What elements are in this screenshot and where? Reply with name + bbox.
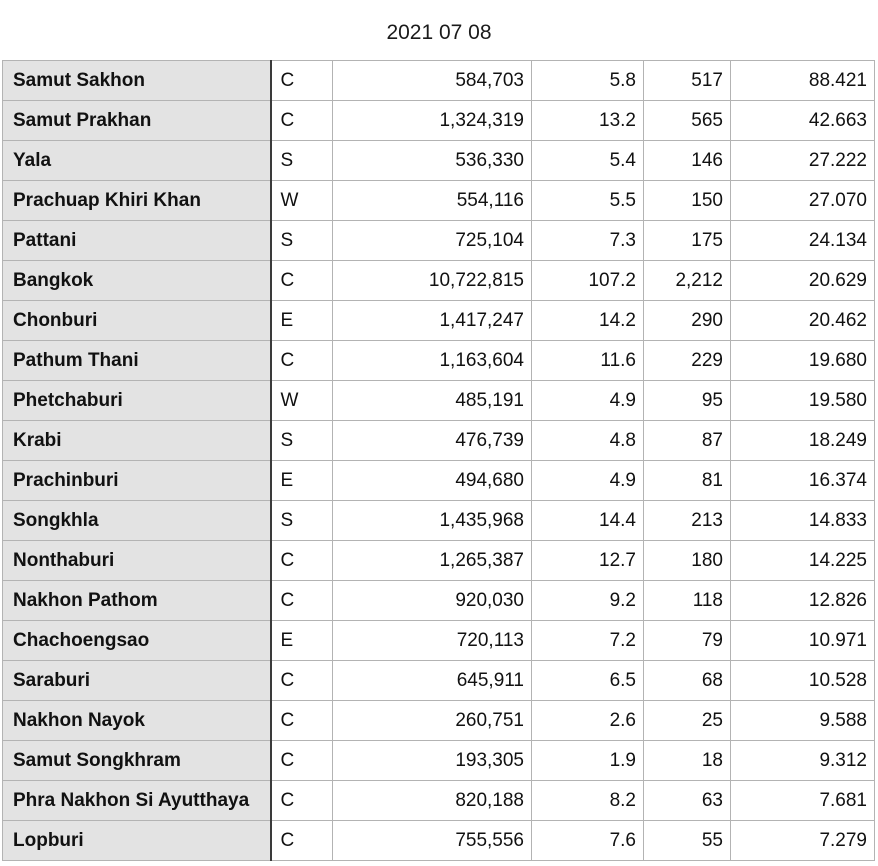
population-cell: 820,188 (333, 781, 532, 821)
region-cell: E (271, 621, 333, 661)
province-cell: Chonburi (3, 301, 271, 341)
value-cell-4: 107.2 (532, 261, 644, 301)
table-row (3, 221, 875, 261)
value-cell-5: 229 (644, 341, 731, 381)
population-cell: 260,751 (333, 701, 532, 741)
province-cell: Prachinburi (3, 461, 271, 501)
value-cell-6: 14.833 (731, 501, 875, 541)
region-cell: W (271, 181, 333, 221)
value-cell-4: 14.2 (532, 301, 644, 341)
table-row (3, 61, 875, 101)
region-cell: C (271, 101, 333, 141)
value-cell-6: 24.134 (731, 221, 875, 261)
region-cell: S (271, 501, 333, 541)
region-cell: E (271, 301, 333, 341)
population-cell: 476,739 (333, 421, 532, 461)
value-cell-6: 42.663 (731, 101, 875, 141)
population-cell: 720,113 (333, 621, 532, 661)
table-row (3, 741, 875, 781)
table-row (3, 581, 875, 621)
table-row (3, 181, 875, 221)
value-cell-4: 4.9 (532, 461, 644, 501)
province-cell: Samut Songkhram (3, 741, 271, 781)
region-cell: S (271, 421, 333, 461)
value-cell-5: 79 (644, 621, 731, 661)
region-cell: C (271, 781, 333, 821)
table-row (3, 701, 875, 741)
population-cell: 725,104 (333, 221, 532, 261)
value-cell-5: 213 (644, 501, 731, 541)
value-cell-6: 19.580 (731, 381, 875, 421)
value-cell-6: 7.681 (731, 781, 875, 821)
value-cell-6: 19.680 (731, 341, 875, 381)
data-table (2, 60, 875, 861)
population-cell: 193,305 (333, 741, 532, 781)
population-cell: 645,911 (333, 661, 532, 701)
value-cell-4: 11.6 (532, 341, 644, 381)
value-cell-4: 6.5 (532, 661, 644, 701)
value-cell-5: 175 (644, 221, 731, 261)
value-cell-5: 87 (644, 421, 731, 461)
value-cell-5: 18 (644, 741, 731, 781)
region-cell: C (271, 261, 333, 301)
region-cell: C (271, 701, 333, 741)
table-row (3, 141, 875, 181)
table-title: 2021 07 08 (386, 21, 492, 44)
value-cell-4: 7.3 (532, 221, 644, 261)
value-cell-6: 27.222 (731, 141, 875, 181)
value-cell-5: 25 (644, 701, 731, 741)
province-cell: Saraburi (3, 661, 271, 701)
table-row (3, 821, 875, 861)
value-cell-5: 68 (644, 661, 731, 701)
value-cell-6: 20.629 (731, 261, 875, 301)
value-cell-4: 14.4 (532, 501, 644, 541)
value-cell-5: 63 (644, 781, 731, 821)
value-cell-4: 12.7 (532, 541, 644, 581)
region-cell: C (271, 741, 333, 781)
table-body (3, 61, 875, 861)
value-cell-5: 146 (644, 141, 731, 181)
value-cell-6: 16.374 (731, 461, 875, 501)
province-cell: Lopburi (3, 821, 271, 861)
table-row (3, 501, 875, 541)
value-cell-6: 18.249 (731, 421, 875, 461)
province-cell: Songkhla (3, 501, 271, 541)
value-cell-4: 5.4 (532, 141, 644, 181)
population-cell: 536,330 (333, 141, 532, 181)
province-cell: Samut Prakhan (3, 101, 271, 141)
value-cell-4: 9.2 (532, 581, 644, 621)
province-cell: Samut Sakhon (3, 61, 271, 101)
region-cell: C (271, 61, 333, 101)
value-cell-4: 4.8 (532, 421, 644, 461)
province-cell: Phra Nakhon Si Ayutthaya (3, 781, 271, 821)
value-cell-4: 13.2 (532, 101, 644, 141)
value-cell-5: 118 (644, 581, 731, 621)
province-cell: Chachoengsao (3, 621, 271, 661)
population-cell: 584,703 (333, 61, 532, 101)
population-cell: 1,417,247 (333, 301, 532, 341)
value-cell-6: 9.312 (731, 741, 875, 781)
province-cell: Pathum Thani (3, 341, 271, 381)
population-cell: 10,722,815 (333, 261, 532, 301)
value-cell-6: 7.279 (731, 821, 875, 861)
table-row (3, 261, 875, 301)
region-cell: S (271, 221, 333, 261)
region-cell: W (271, 381, 333, 421)
population-cell: 485,191 (333, 381, 532, 421)
region-cell: C (271, 821, 333, 861)
value-cell-5: 95 (644, 381, 731, 421)
value-cell-4: 2.6 (532, 701, 644, 741)
province-cell: Prachuap Khiri Khan (3, 181, 271, 221)
value-cell-5: 2,212 (644, 261, 731, 301)
value-cell-6: 10.528 (731, 661, 875, 701)
region-cell: S (271, 141, 333, 181)
value-cell-5: 290 (644, 301, 731, 341)
value-cell-6: 20.462 (731, 301, 875, 341)
value-cell-5: 565 (644, 101, 731, 141)
value-cell-4: 7.6 (532, 821, 644, 861)
province-cell: Bangkok (3, 261, 271, 301)
value-cell-6: 27.070 (731, 181, 875, 221)
value-cell-4: 5.5 (532, 181, 644, 221)
region-cell: C (271, 341, 333, 381)
population-cell: 1,324,319 (333, 101, 532, 141)
province-cell: Krabi (3, 421, 271, 461)
region-cell: C (271, 581, 333, 621)
value-cell-4: 5.8 (532, 61, 644, 101)
value-cell-6: 88.421 (731, 61, 875, 101)
province-cell: Yala (3, 141, 271, 181)
population-cell: 755,556 (333, 821, 532, 861)
value-cell-5: 150 (644, 181, 731, 221)
table-row (3, 381, 875, 421)
table-row (3, 781, 875, 821)
table-row (3, 341, 875, 381)
value-cell-4: 1.9 (532, 741, 644, 781)
value-cell-6: 12.826 (731, 581, 875, 621)
province-cell: Nakhon Nayok (3, 701, 271, 741)
table-row (3, 461, 875, 501)
table-row (3, 661, 875, 701)
table-row (3, 101, 875, 141)
province-cell: Nakhon Pathom (3, 581, 271, 621)
region-cell: C (271, 541, 333, 581)
population-cell: 554,116 (333, 181, 532, 221)
province-cell: Phetchaburi (3, 381, 271, 421)
table-row (3, 301, 875, 341)
table-row (3, 421, 875, 461)
value-cell-5: 55 (644, 821, 731, 861)
population-cell: 1,163,604 (333, 341, 532, 381)
value-cell-6: 10.971 (731, 621, 875, 661)
value-cell-5: 517 (644, 61, 731, 101)
region-cell: C (271, 661, 333, 701)
value-cell-4: 4.9 (532, 381, 644, 421)
value-cell-5: 180 (644, 541, 731, 581)
province-cell: Pattani (3, 221, 271, 261)
value-cell-4: 7.2 (532, 621, 644, 661)
value-cell-6: 9.588 (731, 701, 875, 741)
value-cell-4: 8.2 (532, 781, 644, 821)
region-cell: E (271, 461, 333, 501)
table-row (3, 541, 875, 581)
population-cell: 1,435,968 (333, 501, 532, 541)
province-cell: Nonthaburi (3, 541, 271, 581)
population-cell: 494,680 (333, 461, 532, 501)
value-cell-6: 14.225 (731, 541, 875, 581)
table-row (3, 621, 875, 661)
population-cell: 1,265,387 (333, 541, 532, 581)
population-cell: 920,030 (333, 581, 532, 621)
value-cell-5: 81 (644, 461, 731, 501)
